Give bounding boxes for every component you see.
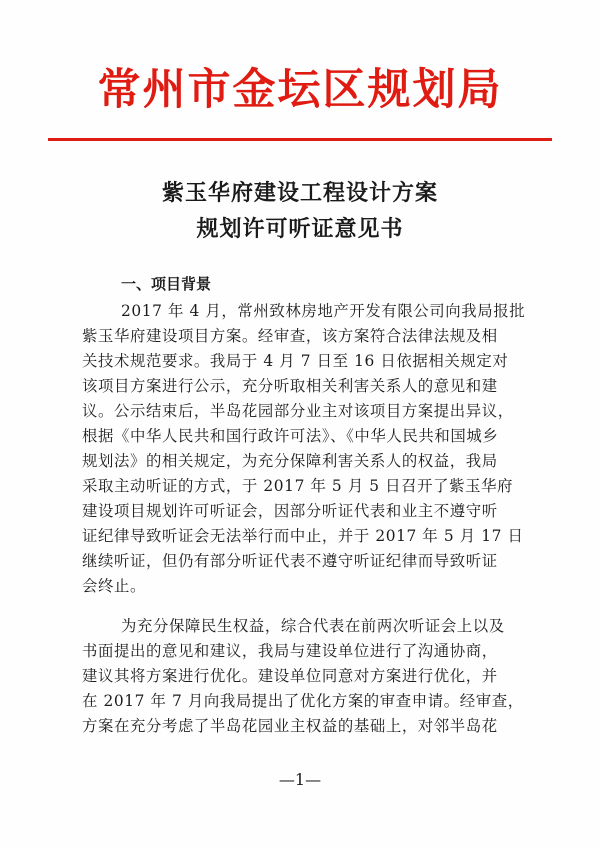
header-red-rule (48, 138, 552, 141)
paragraph-line: 该项目方案进行公示，充分听取相关利害关系人的意见和建 (82, 377, 498, 395)
paragraph-line: 建议其将方案进行优化。建设单位同意对方案进行优化，并 (82, 667, 498, 685)
paragraph-line: 议。公示结束后，半岛花园部分业主对该项目方案提出异议， (82, 402, 514, 420)
paragraph-line: 会终止。 (82, 577, 146, 595)
paragraph-line: 在 2017 年 7 月向我局提出了优化方案的审查申请。经审查， (82, 692, 524, 710)
paragraph-line: 证纪律导致听证会无法举行而中止，并于 2017 年 5 月 17 日 (82, 527, 524, 545)
paragraph-line: 继续听证，但仍有部分听证代表不遵守听证纪律而导致听证 (82, 552, 498, 570)
paragraph-line: 规划法》的相关规定，为充分保障利害关系人的权益，我局 (82, 452, 498, 470)
document-title-line-1: 紫玉华府建设工程设计方案 (161, 180, 438, 206)
paragraph-line: 根据《中华人民共和国行政许可法》、《中华人民共和国城乡 (82, 427, 499, 445)
paragraph-line: 采取主动听证的方式，于 2017 年 5 月 5 日召开了紫玉华府 (82, 477, 514, 495)
paragraph-line: 关技术规范要求。我局于 4 月 7 日至 16 日依据相关规定对 (82, 352, 509, 370)
document-title-line-2: 规划许可听证意见书 (196, 216, 404, 242)
paragraph-line: 书面提出的意见和建议，我局与建设单位进行了沟通协商， (82, 642, 498, 660)
paragraph-line: 建设项目规划许可听证会，因部分听证代表和业主不遵守听 (82, 502, 498, 520)
paragraph-line: 方案在充分考虑了半岛花园业主权益的基础上，对邻半岛花 (82, 717, 498, 735)
section-heading: 一、项目背景 (121, 275, 212, 293)
org-header-title: 常州市金坛区规划局 (97, 65, 503, 115)
paragraph-line: 紫玉华府建设项目方案。经审查，该方案符合法律法规及相 (82, 327, 498, 345)
paragraph-line: 2017 年 4 月，常州致林房地产开发有限公司向我局报批 (121, 302, 526, 320)
paragraph-line: 为充分保障民生权益，综合代表在前两次听证会上以及 (121, 617, 505, 635)
page-number: —1— (278, 770, 322, 789)
